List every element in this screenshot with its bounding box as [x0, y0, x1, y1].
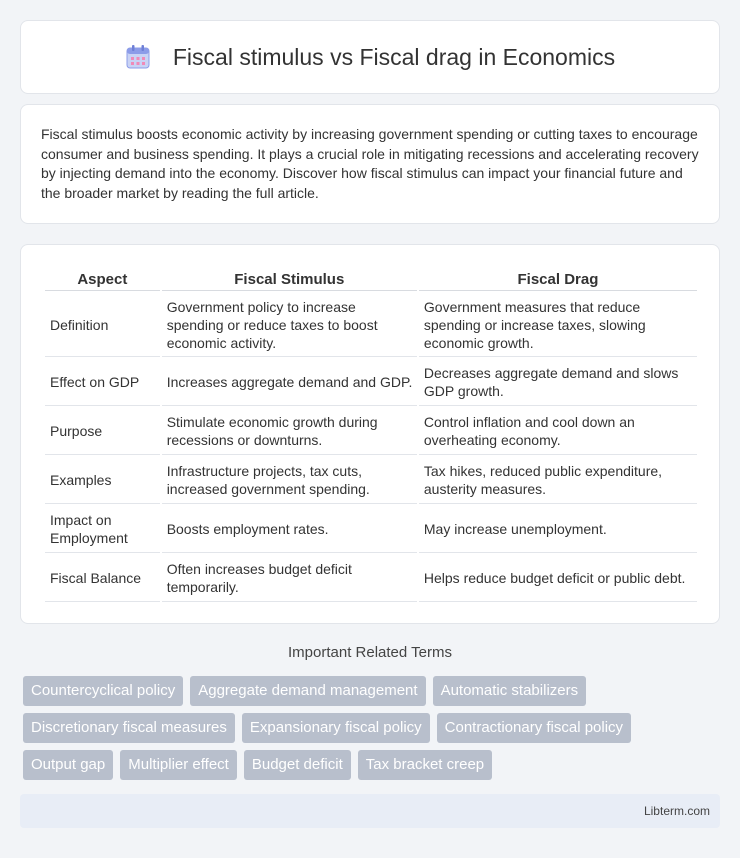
row-aspect: Impact on Employment — [45, 506, 160, 553]
table-row — [45, 457, 697, 504]
calendar-icon — [125, 44, 151, 70]
related-term-tag[interactable]: Output gap — [23, 750, 113, 780]
related-terms-list — [23, 676, 723, 787]
row-drag: Tax hikes, reduced public expenditure, austerity measures. — [419, 457, 697, 504]
related-terms-title: Important Related Terms — [288, 644, 452, 661]
row-aspect: Definition — [45, 293, 160, 357]
row-stimulus: Boosts employment rates. — [162, 506, 417, 553]
related-term-tag[interactable]: Automatic stabilizers — [433, 676, 587, 706]
row-stimulus: Stimulate economic growth during recessions or downturns. — [162, 408, 417, 455]
row-drag: Helps reduce budget deficit or public debt. — [419, 555, 697, 602]
row-aspect: Purpose — [45, 408, 160, 455]
row-drag: May increase unemployment. — [419, 506, 697, 553]
related-term-tag[interactable]: Expansionary fiscal policy — [242, 713, 430, 743]
related-term-tag[interactable]: Countercyclical policy — [23, 676, 183, 706]
table-row — [45, 506, 697, 553]
footer — [20, 794, 720, 828]
related-term-tag[interactable]: Budget deficit — [244, 750, 351, 780]
related-term-tag[interactable]: Aggregate demand management — [190, 676, 425, 706]
header-card — [20, 20, 720, 94]
row-stimulus: Increases aggregate demand and GDP. — [162, 359, 417, 406]
page-title: Fiscal stimulus vs Fiscal drag in Economics — [172, 43, 616, 70]
table-row — [45, 555, 697, 602]
related-term-tag[interactable]: Tax bracket creep — [358, 750, 492, 780]
row-stimulus: Often increases budget deficit temporarily. — [162, 555, 417, 602]
row-aspect: Fiscal Balance — [45, 555, 160, 602]
intro-card — [20, 104, 720, 224]
comparison-table-card — [20, 244, 720, 624]
row-aspect: Effect on GDP — [45, 359, 160, 406]
related-term-tag[interactable]: Contractionary fiscal policy — [437, 713, 631, 743]
related-term-tag[interactable]: Multiplier effect — [120, 750, 237, 780]
footer-site-link[interactable]: Libterm.com — [643, 804, 710, 818]
table-row — [45, 359, 697, 406]
row-aspect: Examples — [45, 457, 160, 504]
header-aspect: Aspect — [45, 267, 160, 291]
comparison-table — [43, 265, 699, 604]
row-stimulus: Government policy to increase spending or reduce taxes to boost economic activity. — [162, 293, 417, 357]
row-drag: Decreases aggregate demand and slows GDP growth. — [419, 359, 697, 406]
row-stimulus: Infrastructure projects, tax cuts, increased government spending. — [162, 457, 417, 504]
related-term-tag[interactable]: Discretionary fiscal measures — [23, 713, 235, 743]
header-fiscal-stimulus: Fiscal Stimulus — [162, 267, 417, 291]
row-drag: Government measures that reduce spending or increase taxes, slowing economic growth. — [419, 293, 697, 357]
row-drag: Control inflation and cool down an overheating economy. — [419, 408, 697, 455]
table-row — [45, 293, 697, 357]
header-fiscal-drag: Fiscal Drag — [419, 267, 697, 291]
intro-text: Fiscal stimulus boosts economic activity by increasing government spending or cutting taxes to encourage consumer and business spending. It plays a crucial role in mitigating recessions and accelerating recovery by injecting demand into the economy. Discover how fiscal stimulus can impact your financial future and the broader market by reading the full article. — [41, 126, 699, 201]
table-header-row — [45, 267, 697, 291]
table-row — [45, 408, 697, 455]
